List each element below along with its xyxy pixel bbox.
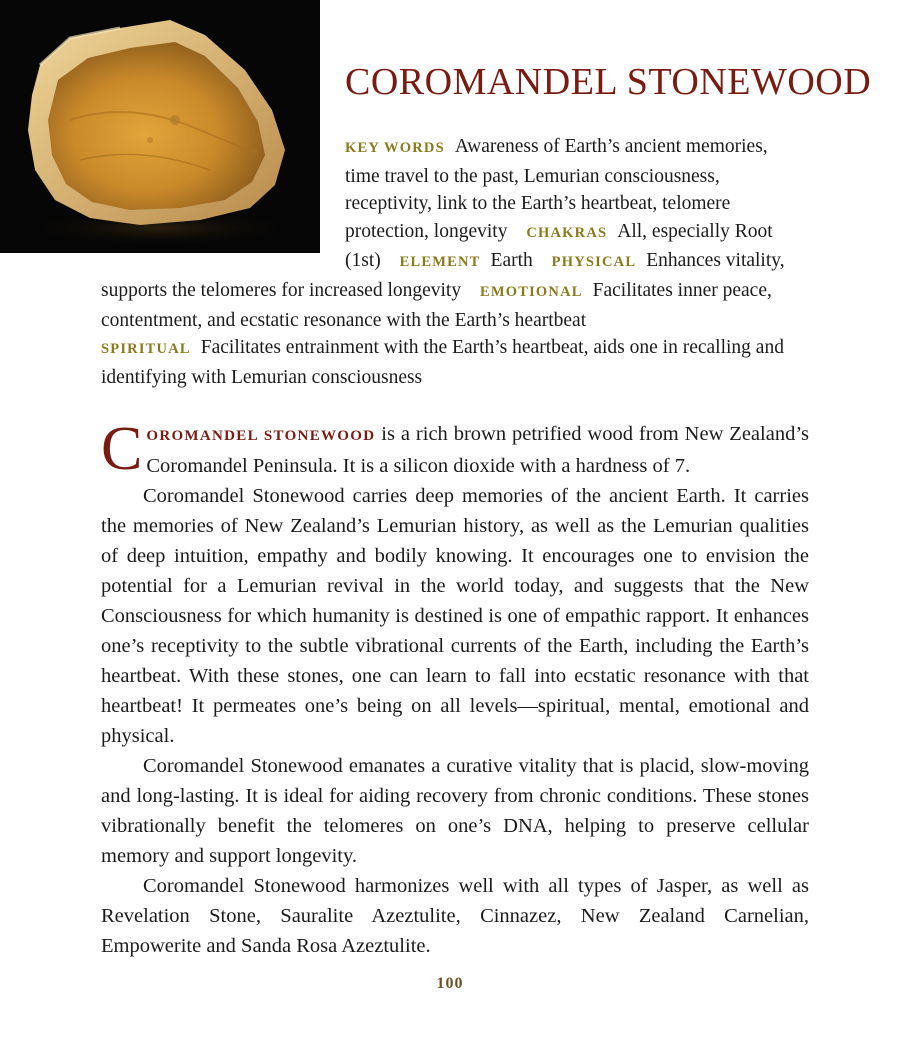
paragraph-memories: Coromandel Stonewood carries deep memories of the ancient Earth. It carries the memories of New Zealand’s Lemurian history, as well as the Lemurian qualities of deep intuition, empathy and bodily knowing. It encourages one to envision the potential for a Lemurian revival in the world today, and suggests that the New Consciousness for which humanity is destined is one of empathic rapport. It enhances one’s receptivity to the subtle vibrational currents of the Earth, including the Earth’s heartbeat. With these stones, one can learn to fall into ecstatic resonance with that heartbeat! It permeates one’s being on all levels—spiritual, mental, emotional and physical.	[101, 485, 809, 747]
photo-wrap-spacer	[101, 133, 345, 253]
chakras-label: CHAKRAS	[526, 224, 608, 241]
key-words-text: Awareness of Earth’s ancient memories, time travel to the past, Lemurian consciousness, receptivity, link to the Earth’s heartbeat, telomere protection, longevity	[345, 136, 768, 242]
physical-label: PHYSICAL	[551, 254, 637, 271]
spiritual-label: SPIRITUAL	[101, 341, 191, 358]
physical-text: Enhances vitality, supports the telomeres for increased longevity	[101, 250, 785, 301]
drop-cap: C	[101, 415, 143, 483]
page-title: COROMANDEL STONEWOOD	[345, 61, 872, 103]
page-number: 100	[436, 975, 464, 992]
spiritual-text: Facilitates entrainment with the Earth’s heartbeat, aids one in recalling and identifying with Lemurian consciousness	[101, 337, 784, 388]
key-words-label: KEY WORDS	[345, 140, 445, 156]
emotional-text: Facilitates inner peace, contentment, and ecstatic resonance with the Earth’s heartbeat	[101, 279, 772, 331]
paragraph-harmonizes: Coromandel Stonewood harmonizes well with all types of Jasper, as well as Revelation Stone, Sauralite Azeztulite, Cinnazez, New Zealand Carnelian, Empowerite and Sanda Rosa Azeztulite.	[101, 875, 809, 957]
emotional-label: EMOTIONAL	[479, 283, 583, 300]
element-text: Earth	[490, 250, 533, 272]
lead-in-caps: OROMANDEL STONEWOOD	[146, 428, 376, 444]
paragraph-intro-text: is a rich brown petrified wood from New Zealand’s Coromandel Peninsula. It is a silicon dioxide with a hardness of 7.	[146, 423, 809, 477]
element-label: ELEMENT	[399, 254, 481, 271]
paragraph-intro	[101, 415, 809, 483]
stone-attributes	[101, 133, 801, 391]
article-body	[101, 415, 809, 961]
chakras-text: All, especially Root (1st)	[345, 220, 773, 272]
paragraph-vitality: Coromandel Stonewood emanates a curative vitality that is placid, slow-moving and long-lasting. It is ideal for aiding recovery from chronic conditions. These stones vibrationally benefit the telomeres on one’s DNA, helping to preserve cellular memory and support longevity.	[101, 755, 809, 867]
